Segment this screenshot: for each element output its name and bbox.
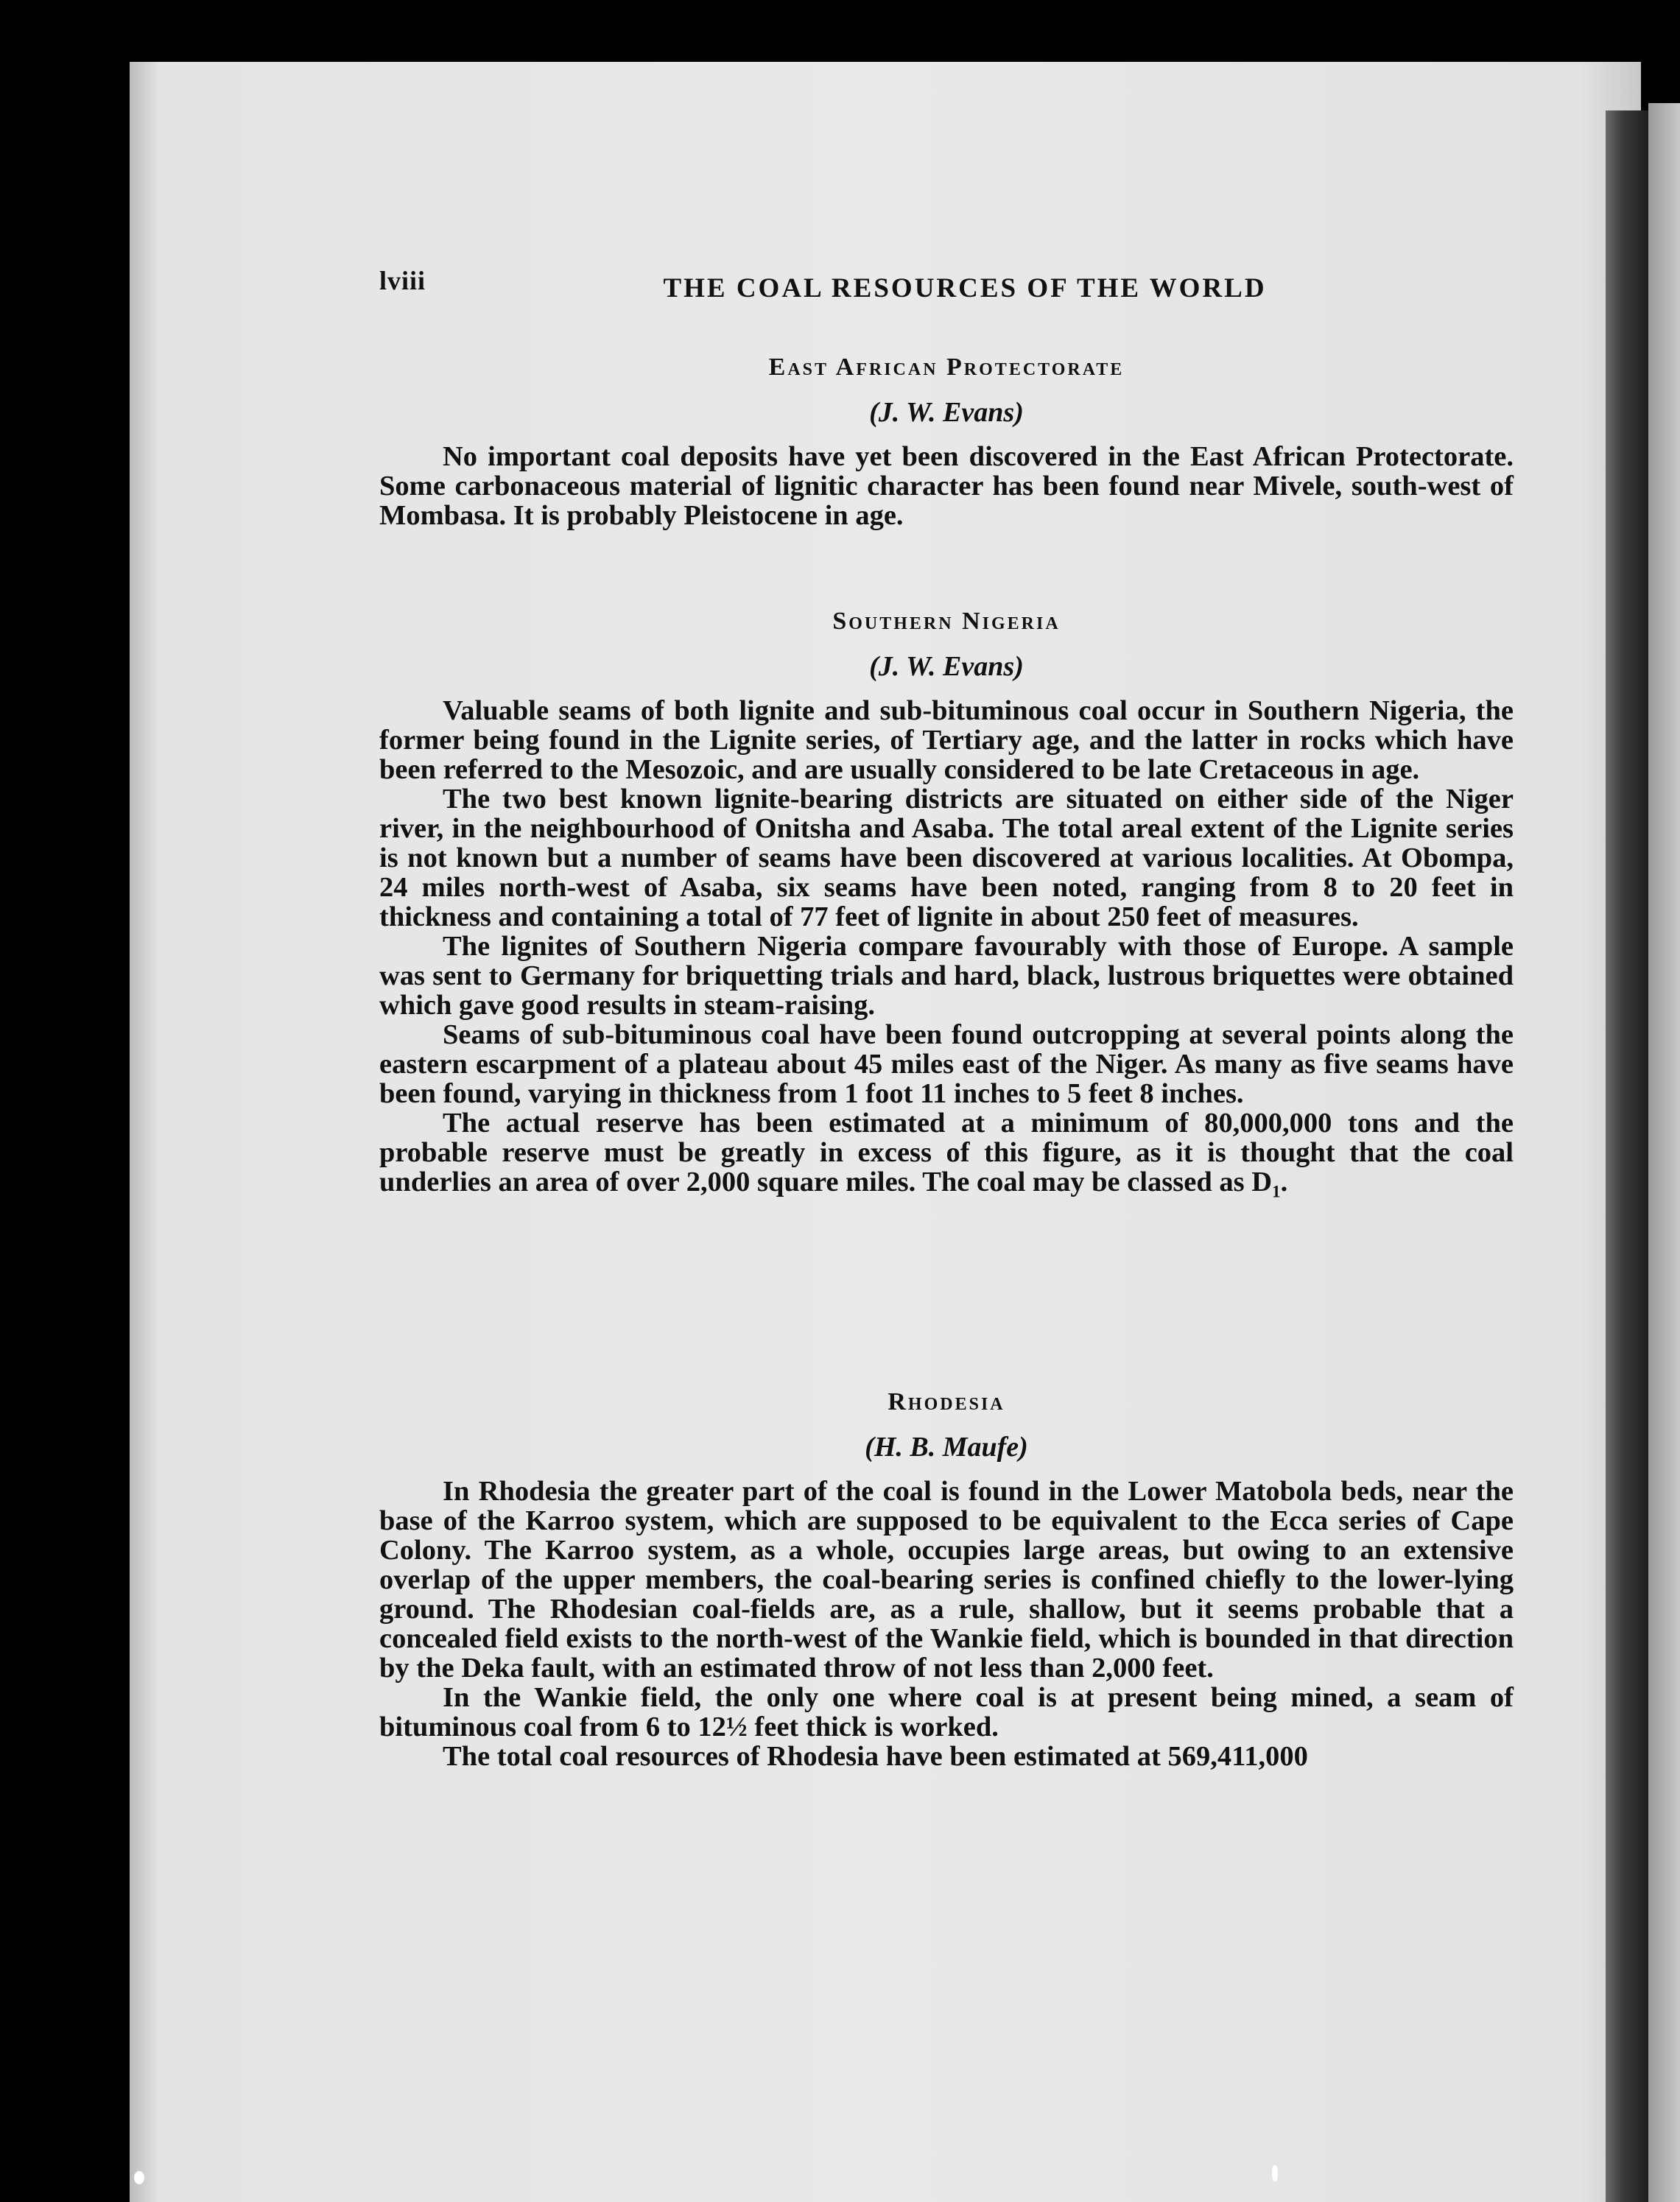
page-number: lviii <box>379 266 426 295</box>
book-binding-shadow <box>1606 110 1650 2202</box>
paragraph: The two best known lignite-bearing districts are situated on either side of the Niger river, in the neighbourhood of Onitsha and Asaba. The total areal extent of the Lignite series is not known but a number of seams have been discovered at various localities. At Obompa, 24 miles north-west of Asaba, six seams have been noted, ranging from 8 to 20 feet in thickness and containing a total of 77 feet of lignite in about 250 feet of measures. <box>379 784 1514 932</box>
paragraph: Seams of sub-bituminous coal have been found outcropping at several points along the eastern escarpment of a plateau about 45 miles east of the Niger. As many as five seams have been found, varying in thickness from 1 foot 11 inches to 5 feet 8 inches. <box>379 1019 1514 1109</box>
section-title: East African Protectorate <box>768 353 1125 381</box>
paragraph: The total coal resources of Rhodesia have been estimated at 569,411,000 <box>443 1741 1308 1772</box>
paragraph: In the Wankie field, the only one where coal is at present being mined, a seam of bituminous coal from 6 to 12½ feet thick is worked. <box>379 1682 1514 1742</box>
section-author: (J. W. Evans) <box>869 397 1024 428</box>
section-rhodesia <box>379 1388 1514 1771</box>
sentence-end: . <box>1280 1167 1288 1197</box>
class-subscript: 1 <box>1272 1181 1281 1201</box>
section-author: (H. B. Maufe) <box>865 1432 1028 1463</box>
paragraph: The lignites of Southern Nigeria compare favourably with those of Europe. A sample was sent to Germany for briquetting trials and hard, black, lustrous briquettes were obtained which gave good results in steam-raising. <box>379 931 1514 1021</box>
scan-speck <box>134 2171 144 2184</box>
paragraph: In Rhodesia the greater part of the coal is found in the Lower Matobola beds, near the base of the Karroo system, which are supposed to be equivalent to the Ecca series of Cape Colony. The Karroo system, as a whole, occupies large areas, but owing to an extensive overlap of the upper members, the coal-bearing series is confined chiefly to the lower-lying ground. The Rhodesian coal-fields are, as a rule, shallow, but it seems probable that a concealed field exists to the north-west of the Wankie field, which is bounded in that direction by the Deka fault, with an estimated throw of not less than 2,000 feet. <box>379 1476 1514 1684</box>
section-east-african-protectorate <box>379 353 1514 530</box>
paragraph: No important coal deposits have yet been discovered in the East African Protectorate. Some carbonaceous material of lignitic character has been found near Mivele, south-west of Mombasa. It is probably Pleistocene in age. <box>379 441 1514 531</box>
section-author: (J. W. Evans) <box>869 651 1024 682</box>
paragraph-last <box>379 1108 1514 1206</box>
section-title: Southern Nigeria <box>832 608 1061 635</box>
section-title: Rhodesia <box>888 1388 1005 1415</box>
running-title: THE COAL RESOURCES OF THE WORLD <box>663 273 1267 303</box>
section-southern-nigeria <box>379 608 1514 1206</box>
scan-speck <box>1272 2165 1278 2181</box>
paragraph-text: The actual reserve has been estimated at a minimum of 80,000,000 tons and the probable reserve must be greatly in excess of this figure, as it is thought that the coal underlies an area of over 2,000 square miles. The coal may be classed as D <box>379 1108 1514 1197</box>
page-edge <box>1648 103 1680 2202</box>
paragraph: Valuable seams of both lignite and sub-bituminous coal occur in Southern Nigeria, the former being found in the Lignite series, of Tertiary age, and the latter in rocks which have been referred to the Mesozoic, and are usually considered to be late Cretaceous in age. <box>379 695 1514 785</box>
